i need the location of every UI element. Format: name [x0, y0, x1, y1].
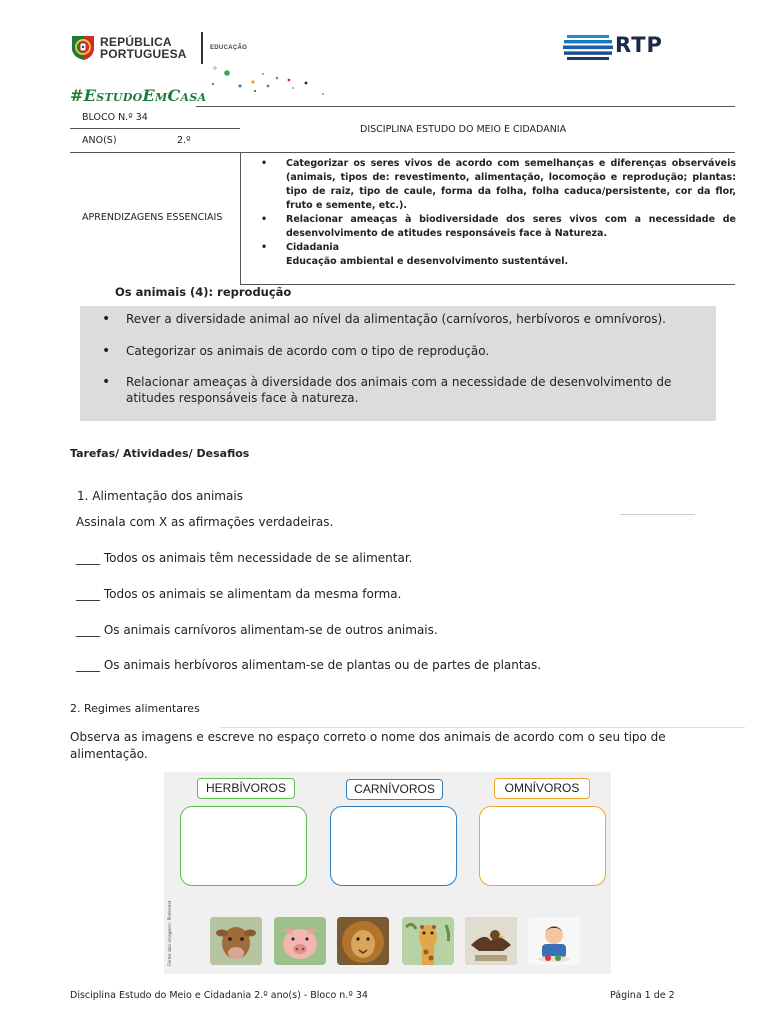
herbivoros-answer-box[interactable]	[180, 806, 307, 886]
boy-eating-image[interactable]	[528, 917, 580, 965]
footer-course-info: Disciplina Estudo do Meio e Cidadania 2.º ano(s) - Bloco n.º 34	[70, 990, 368, 1001]
portuguese-emblem-icon	[68, 32, 96, 64]
anos-label: ANO(S)	[82, 135, 117, 146]
disciplina-label: DISCIPLINA ESTUDO DO MEIO E CIDADANIA	[360, 124, 567, 135]
statement-1[interactable]: ____ Todos os animais têm necessidade de se alimentar.	[76, 551, 413, 565]
statement-3[interactable]: ____ Os animais carnívoros alimentam-se de outros animais.	[76, 623, 438, 637]
section-title: Os animais (4): reprodução	[115, 285, 292, 299]
table-bottom-border	[240, 284, 735, 285]
table-mid-border	[70, 152, 735, 153]
tasks-title: Tarefas/ Atividades/ Desafios	[70, 447, 250, 460]
herbivoros-label: HERBÍVOROS	[197, 778, 295, 799]
ae-item-3-sub: Educação ambiental e desenvolvimento sustentável.	[286, 256, 569, 267]
image-source-caption: Fonte das imagens: Pinterest	[168, 900, 173, 966]
ae-item-3: • Cidadania	[258, 241, 736, 255]
lion-icon	[337, 917, 389, 965]
faint-line	[620, 514, 695, 515]
page-number: Página 1 de 2	[610, 990, 675, 1001]
goal-item: • Rever a diversidade animal ao nível da alimentação (carnívoros, herbívoros e omnívoros).	[102, 311, 702, 327]
logo-divider	[201, 32, 203, 64]
table-row-divider	[70, 128, 240, 129]
goals-list	[102, 311, 702, 422]
republica-text	[100, 36, 187, 60]
eagle-image[interactable]	[465, 917, 517, 965]
educacao-label: EDUCAÇÃO	[210, 45, 248, 51]
carnivoros-answer-box[interactable]	[330, 806, 457, 886]
eagle-icon	[465, 917, 517, 965]
republica-line2: PORTUGUESA	[100, 47, 187, 61]
omnivoros-answer-box[interactable]	[479, 806, 606, 886]
ae-item-1: • Categorizar os seres vivos de acordo com semelhanças e diferenças observáveis (animais, tipos de: revestimento, alimentação, locomoção e reprodução; plantas: tipo de raiz, tipo de caule, forma da folha, folha caduca/persistente, cor da flor, fruto e semente, etc.).	[258, 157, 736, 213]
decorative-dots-icon	[205, 64, 335, 100]
cow-image[interactable]	[210, 917, 262, 965]
aprendizagens-list	[258, 157, 736, 269]
omnivoros-label: OMNÍVOROS	[494, 778, 590, 799]
anos-value: 2.º	[177, 135, 191, 146]
goal-item: • Categorizar os animais de acordo com o tipo de reprodução.	[102, 343, 702, 359]
table-column-divider	[240, 152, 241, 284]
giraffe-icon	[402, 917, 454, 965]
cow-icon	[210, 917, 262, 965]
statement-2[interactable]: ____ Todos os animais se alimentam da mesma forma.	[76, 587, 402, 601]
exercise1-title: 1. Alimentação dos animais	[77, 489, 243, 503]
exercise1-instruction: Assinala com X as afirmações verdadeiras.	[76, 515, 334, 529]
aprendizagens-label: APRENDIZAGENS ESSENCIAIS	[82, 212, 223, 223]
estudo-em-casa-hashtag: #EstudoEmCasa	[70, 86, 207, 105]
bloco-label: BLOCO N.º 34	[82, 112, 148, 123]
boy-eating-icon	[528, 917, 580, 965]
rtp-text: RTP	[615, 33, 663, 57]
ae-item-2: • Relacionar ameaças à biodiversidade dos seres vivos com a necessidade de desenvolvimento de atitudes responsáveis face à Natureza.	[258, 213, 736, 241]
goal-item: • Relacionar ameaças à diversidade dos animais com a necessidade de desenvolvimento de atitudes responsáveis face à natureza.	[102, 374, 702, 406]
carnivoros-label: CARNÍVOROS	[346, 779, 443, 800]
exercise2-title: 2. Regimes alimentares	[70, 702, 200, 715]
statement-4[interactable]: ____ Os animais herbívoros alimentam-se de plantas ou de partes de plantas.	[76, 658, 542, 672]
rtp-stripes-icon	[563, 35, 613, 61]
republica-line1: REPÚBLICA	[100, 35, 172, 49]
lion-image[interactable]	[337, 917, 389, 965]
rtp-logo	[563, 35, 683, 61]
pig-image[interactable]	[274, 917, 326, 965]
giraffe-image[interactable]	[402, 917, 454, 965]
exercise2-instruction: Observa as imagens e escreve no espaço correto o nome dos animais de acordo com o seu tipo de alimentação.	[70, 730, 666, 761]
faint-line	[220, 727, 745, 728]
pig-icon	[274, 917, 326, 965]
table-top-border	[196, 106, 735, 107]
